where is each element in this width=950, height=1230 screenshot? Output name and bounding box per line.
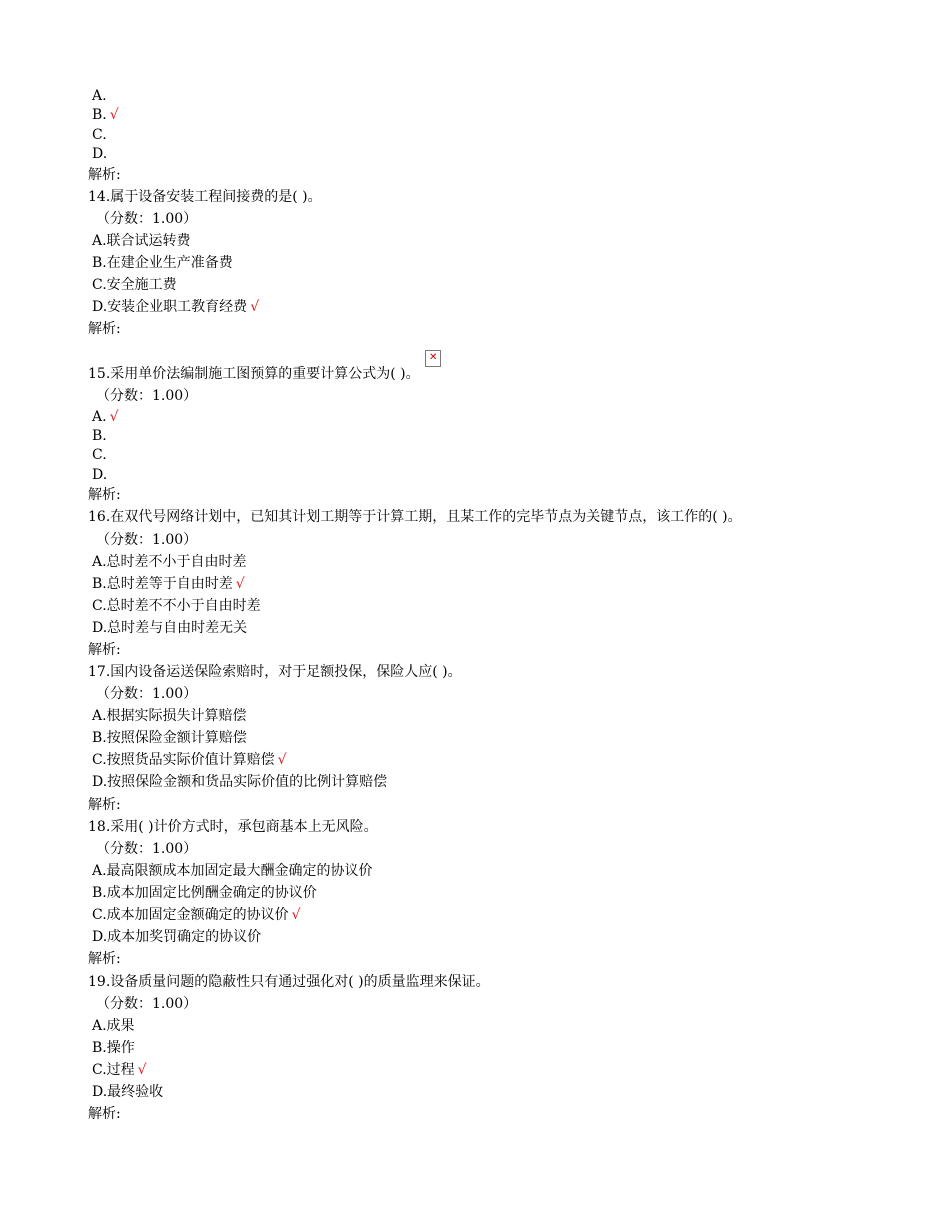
q15-question: 15.采用单价法编制施工图预算的重要计算公式为( )。 <box>88 366 420 382</box>
q17-option-d: D.按照保险金额和货品实际价值的比例计算赔偿 <box>92 774 388 790</box>
q18-option-c: C.成本加固定金额确定的协议价 √ <box>92 907 301 923</box>
q14-option-c: C.安全施工费 <box>92 277 177 293</box>
q15-score: （分数：1.00） <box>96 388 198 404</box>
lead-option-a: A. <box>92 88 107 104</box>
q18-option-b: B.成本加固定比例酬金确定的协议价 <box>92 885 317 901</box>
q16-option-c: C.总时差不不小于自由时差 <box>92 598 261 614</box>
lead-option-b: B. √ <box>92 107 119 123</box>
q16-option-b: B.总时差等于自由时差 √ <box>92 576 245 592</box>
q18-question: 18.采用( )计价方式时，承包商基本上无风险。 <box>88 819 378 835</box>
lead-analysis-label: 解析: <box>88 167 121 183</box>
lead-option-d: D. <box>92 146 108 162</box>
q19-analysis-label: 解析: <box>88 1106 121 1122</box>
q17-option-b: B.按照保险金额计算赔偿 <box>92 730 247 746</box>
correct-check-mark: √ <box>291 907 301 923</box>
broken-image-icon: ✕ <box>425 350 441 367</box>
q18-score: （分数：1.00） <box>96 841 198 857</box>
q18-analysis-label: 解析: <box>88 951 121 967</box>
q19-option-c: C.过程 √ <box>92 1062 147 1078</box>
correct-check-mark: √ <box>277 752 287 768</box>
q14-question: 14.属于设备安装工程间接费的是( )。 <box>88 189 322 205</box>
q17-analysis-label: 解析: <box>88 797 121 813</box>
q16-option-d: D.总时差与自由时差无关 <box>92 620 248 636</box>
q18-option-d: D.成本加奖罚确定的协议价 <box>92 929 262 945</box>
correct-check-mark: √ <box>109 409 119 425</box>
q19-option-a: A.成果 <box>92 1018 135 1034</box>
q19-question: 19.设备质量问题的隐蔽性只有通过强化对( )的质量监理来保证。 <box>88 974 490 990</box>
q14-score: （分数：1.00） <box>96 211 198 227</box>
q16-score: （分数：1.00） <box>96 532 198 548</box>
q14-option-d: D.安装企业职工教育经费 √ <box>92 299 260 315</box>
q15-option-d: D. <box>92 467 108 483</box>
q14-option-a: A.联合试运转费 <box>92 233 191 249</box>
q16-analysis-label: 解析: <box>88 642 121 658</box>
correct-check-mark: √ <box>250 299 260 315</box>
q14-analysis-label: 解析: <box>88 321 121 337</box>
correct-check-mark: √ <box>235 576 245 592</box>
q14-option-b: B.在建企业生产准备费 <box>92 255 233 271</box>
q19-score: （分数：1.00） <box>96 996 198 1012</box>
q15-option-a: A. √ <box>92 409 119 425</box>
q18-option-a: A.最高限额成本加固定最大酬金确定的协议价 <box>92 863 373 879</box>
q15-analysis-label: 解析: <box>88 487 121 503</box>
q17-option-c: C.按照货品实际价值计算赔偿 √ <box>92 752 287 768</box>
lead-option-c: C. <box>92 127 107 143</box>
q19-option-d: D.最终验收 <box>92 1084 164 1100</box>
q17-option-a: A.根据实际损失计算赔偿 <box>92 708 247 724</box>
q16-question: 16.在双代号网络计划中，已知其计划工期等于计算工期，且某工作的完毕节点为关键节点，该工作的( )。 <box>88 509 742 525</box>
q15-option-c: C. <box>92 447 107 463</box>
q17-score: （分数：1.00） <box>96 686 198 702</box>
correct-check-mark: √ <box>109 107 119 123</box>
q19-option-b: B.操作 <box>92 1040 135 1056</box>
q17-question: 17.国内设备运送保险索赔时，对于足额投保，保险人应( )。 <box>88 664 462 680</box>
correct-check-mark: √ <box>137 1062 147 1078</box>
q16-option-a: A.总时差不小于自由时差 <box>92 554 247 570</box>
q15-option-b: B. <box>92 428 107 444</box>
